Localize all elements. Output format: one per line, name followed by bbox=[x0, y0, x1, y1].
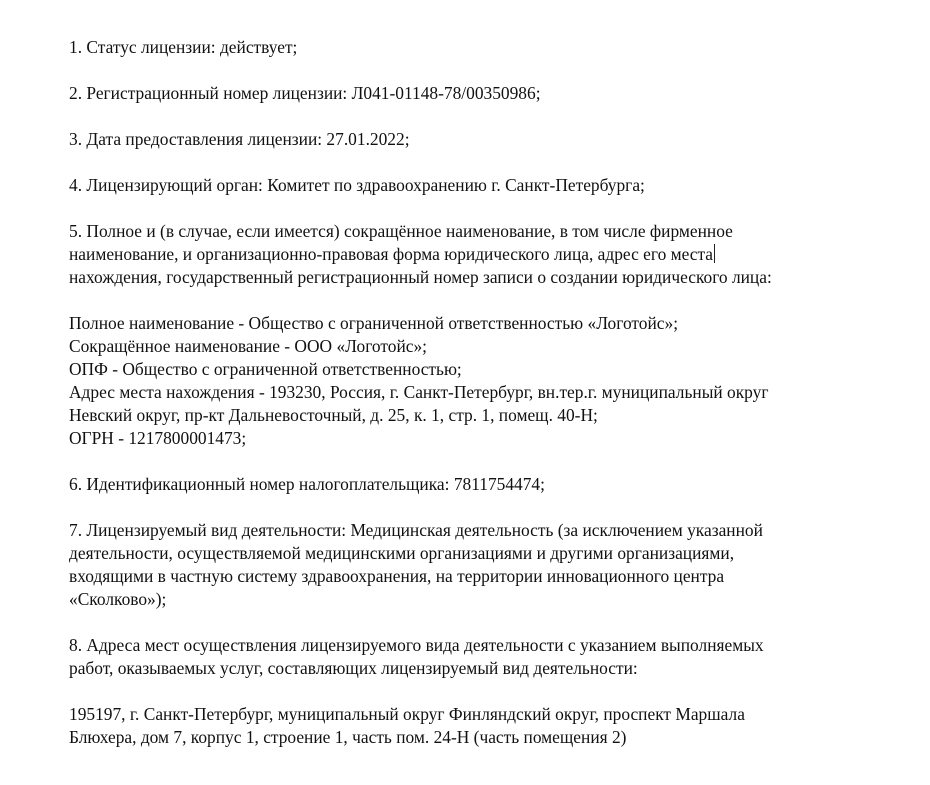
text-line: 1. Статус лицензии: действует; bbox=[69, 37, 298, 57]
text-line: 8. Адреса мест осуществления лицензируемого вида деятельности с указанием выполняемых bbox=[69, 635, 764, 655]
address-line: Невский округ, пр-кт Дальневосточный, д. 25, к. 1, стр. 1, помещ. 40-Н; bbox=[69, 405, 598, 425]
legal-form-line: ОПФ - Общество с ограниченной ответственностью; bbox=[69, 359, 462, 379]
text-line: 4. Лицензирующий орган: Комитет по здравоохранению г. Санкт-Петербурга; bbox=[69, 175, 645, 195]
taxpayer-id bbox=[69, 473, 914, 496]
activity-addresses-heading bbox=[69, 634, 914, 680]
text-line: 6. Идентификационный номер налогоплательщика: 7811754474; bbox=[69, 474, 545, 494]
legal-entity-details bbox=[69, 312, 914, 450]
license-registration-number bbox=[69, 82, 914, 105]
address-line: Адрес места нахождения - 193230, Россия, г. Санкт-Петербург, вн.тер.г. муниципальный округ bbox=[69, 382, 769, 402]
licensing-authority bbox=[69, 174, 914, 197]
text-line: 3. Дата предоставления лицензии: 27.01.2022; bbox=[69, 129, 410, 149]
ogrn-line: ОГРН - 1217800001473; bbox=[69, 428, 247, 448]
text-line: деятельности, осуществляемой медицинскими организациями и другими организациями, bbox=[69, 543, 735, 563]
text-line: наименование, и организационно-правовая форма юридического лица, адрес его места bbox=[69, 244, 714, 264]
license-issue-date bbox=[69, 128, 914, 151]
text-cursor bbox=[714, 244, 715, 263]
text-line: работ, оказываемых услуг, составляющих лицензируемый вид деятельности: bbox=[69, 658, 638, 678]
activity-address bbox=[69, 703, 914, 749]
text-line: Блюхера, дом 7, корпус 1, строение 1, часть пом. 24-Н (часть помещения 2) bbox=[69, 727, 627, 747]
text-line: входящими в частную систему здравоохранения, на территории инновационного центра bbox=[69, 566, 725, 586]
text-line: 2. Регистрационный номер лицензии: Л041-01148-78/00350986; bbox=[69, 83, 541, 103]
full-name-line: Полное наименование - Общество с ограниченной ответственностью «Логотойс»; bbox=[69, 313, 679, 333]
license-status bbox=[69, 36, 914, 59]
text-line-with-cursor bbox=[69, 243, 914, 266]
text-line: «Сколково»); bbox=[69, 589, 167, 609]
licensed-activity bbox=[69, 519, 914, 611]
legal-entity-heading bbox=[69, 220, 914, 289]
short-name-line: Сокращённое наименование - ООО «Логотойс»; bbox=[69, 336, 427, 356]
text-line: 5. Полное и (в случае, если имеется) сокращённое наименование, в том числе фирменное bbox=[69, 221, 733, 241]
text-line: 195197, г. Санкт-Петербург, муниципальный округ Финляндский округ, проспект Маршала bbox=[69, 704, 745, 724]
text-line: нахождения, государственный регистрационный номер записи о создании юридического лица: bbox=[69, 267, 772, 287]
text-line: 7. Лицензируемый вид деятельности: Медицинская деятельность (за исключением указанной bbox=[69, 520, 763, 540]
document-body bbox=[69, 36, 914, 772]
